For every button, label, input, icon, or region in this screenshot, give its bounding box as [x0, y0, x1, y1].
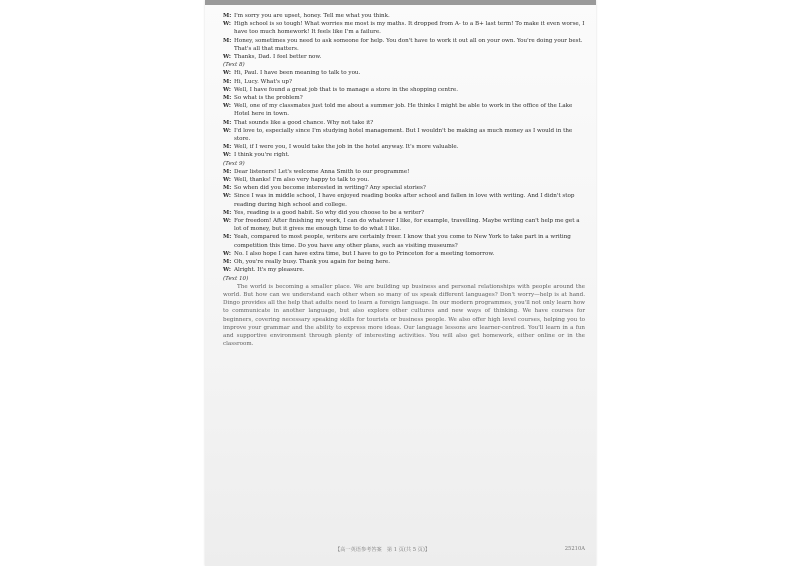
speaker-label: W:: [223, 218, 231, 225]
dialogue-text: Dear listeners! Let's welcome Anna Smith to our programme!: [234, 168, 410, 175]
dialogue-line: [223, 53, 585, 61]
dialogue-line: [223, 250, 585, 258]
speaker-label: M:: [223, 168, 232, 175]
dialogue-text: Since I was in middle school, I have enjoyed reading books after school and fallen in love with writing. And I didn't stop reading during high school and college.: [234, 193, 575, 208]
dialogue-text: Yeah, compared to most people, writers are certainly freer. I know that you come to New York to take part in a writing competition this time. Do you have any other plans, such as visiting museums?: [234, 234, 571, 249]
dialogue-line: [223, 192, 585, 208]
dialogue-line: [223, 217, 585, 233]
speaker-label: W:: [223, 54, 231, 61]
speaker-label: M:: [223, 209, 232, 216]
page-footer: [335, 546, 585, 553]
dialogue-line: [223, 258, 585, 266]
dialogue-text: For freedom! After finishing my work, I can do whatever I like, for example, travelling. Maybe writing can't help me get a lot of money, but it gives me enough time to do what I like.: [234, 218, 580, 233]
dialogue-text: Hi, Lucy. What's up?: [234, 78, 292, 85]
speaker-label: M:: [223, 95, 232, 102]
dialogue-line: [223, 78, 585, 86]
dialogue-line: [223, 127, 585, 143]
section-label-text10: (Text 10): [223, 275, 249, 282]
dialogue-text: I'd love to, especially since I'm studying hotel management. But I wouldn't be making as much money as I would in the store.: [234, 127, 573, 143]
dialogue-text: Alright. It's my pleasure.: [234, 267, 305, 274]
transcript-content: [223, 12, 585, 348]
dialogue-block-text9: [223, 168, 585, 275]
dialogue-line: [223, 20, 585, 36]
dialogue-line: [223, 69, 585, 77]
dialogue-line: [223, 143, 585, 151]
dialogue-line: [223, 209, 585, 217]
dialogue-text: So when did you become interested in writing? Any special stories?: [234, 185, 426, 192]
dialogue-text: That sounds like a good chance. Why not take it?: [234, 119, 374, 126]
speaker-label: W:: [223, 70, 231, 77]
speaker-label: W:: [223, 152, 231, 159]
dialogue-text: Well, if I were you, I would take the job in the hotel anyway. It's more valuable.: [234, 144, 459, 151]
speaker-label: M:: [223, 234, 232, 241]
dialogue-line: [223, 176, 585, 184]
speaker-label: M:: [223, 78, 232, 85]
dialogue-text: Oh, you're really busy. Thank you again for being here.: [234, 259, 391, 266]
dialogue-line: [223, 151, 585, 159]
dialogue-text: Honey, sometimes you need to ask someone for help. You don't have to work it out all on your own. You're doing your best. That's all that matters.: [234, 37, 583, 52]
speaker-label: W:: [223, 103, 231, 110]
speaker-label: M:: [223, 13, 232, 19]
dialogue-text: Well, thanks! I'm also very happy to talk to you.: [234, 177, 370, 184]
dialogue-block-text7: [223, 12, 585, 61]
dialogue-line: [223, 119, 585, 127]
page-top-bar: [205, 0, 596, 5]
dialogue-text: Thanks, Dad. I feel better now.: [234, 54, 322, 61]
dialogue-text: No. I also hope I can have extra time, but I have to go to Princeton for a meeting tomorrow.: [234, 250, 495, 257]
dialogue-text: Yes, reading is a good habit. So why did you choose to be a writer?: [234, 209, 424, 216]
dialogue-block-text8: [223, 69, 585, 159]
dialogue-line: [223, 184, 585, 192]
dialogue-line: [223, 233, 585, 249]
text10-paragraph: The world is becoming a smaller place. We are building up business and personal relationships with people around the world. But how can we understand each other when so many of us speak different languages? Don't worry—help is at hand. Dingo provides all the help that adults need to learn a foreign language. In our modern programmes, you'll not only learn how to communicate in another language, but also explore other cultures and new ways of thinking. We have courses for beginners, covering necessary speaking skills for tourists or business people. We also offer high level courses, helping you to improve your grammar and the ability to express more ideas. Our language lessons are learner-centred. You'll learn in a fun and supportive environment through plenty of interesting activities. You will also get homework, either online or in the classroom.: [223, 283, 585, 348]
dialogue-line: [223, 266, 585, 274]
dialogue-text: I think you're right.: [234, 152, 290, 159]
dialogue-text: Well, I have found a great job that is to manage a store in the shopping centre.: [234, 86, 458, 93]
speaker-label: M:: [223, 37, 232, 44]
speaker-label: W:: [223, 86, 231, 93]
speaker-label: M:: [223, 259, 232, 266]
speaker-label: W:: [223, 193, 231, 200]
dialogue-line: [223, 37, 585, 53]
speaker-label: W:: [223, 21, 231, 28]
speaker-label: M:: [223, 119, 232, 126]
speaker-label: W:: [223, 267, 231, 274]
footer-page-info: 【高一英语参考答案 第 1 页(共 5 页)】: [335, 547, 431, 553]
dialogue-text: High school is so tough! What worries me most is my maths. It dropped from A- to a B+ last term! To make it even worse, I have too much homework! It feels like I'm a failure.: [234, 21, 585, 36]
dialogue-text: Well, one of my classmates just told me about a summer job. He thinks I might be able to work in the office of the Lake Hotel here in town.: [234, 103, 573, 118]
speaker-label: W:: [223, 177, 231, 184]
dialogue-text: So what is the problem?: [234, 95, 303, 102]
speaker-label: M:: [223, 185, 232, 192]
dialogue-line: [223, 94, 585, 102]
dialogue-text: Hi, Paul. I have been meaning to talk to you.: [234, 70, 361, 77]
section-label-text8: (Text 8): [223, 62, 245, 69]
speaker-label: M:: [223, 144, 232, 151]
section-label-text9: (Text 9): [223, 160, 245, 167]
dialogue-line: [223, 12, 585, 20]
dialogue-line: [223, 168, 585, 176]
dialogue-text: I'm sorry you are upset, honey. Tell me what you think.: [234, 13, 390, 19]
footer-code: 25210A: [564, 546, 585, 552]
document-page: [205, 0, 596, 566]
speaker-label: W:: [223, 127, 231, 134]
dialogue-line: [223, 102, 585, 118]
dialogue-line: [223, 86, 585, 94]
speaker-label: W:: [223, 250, 231, 257]
